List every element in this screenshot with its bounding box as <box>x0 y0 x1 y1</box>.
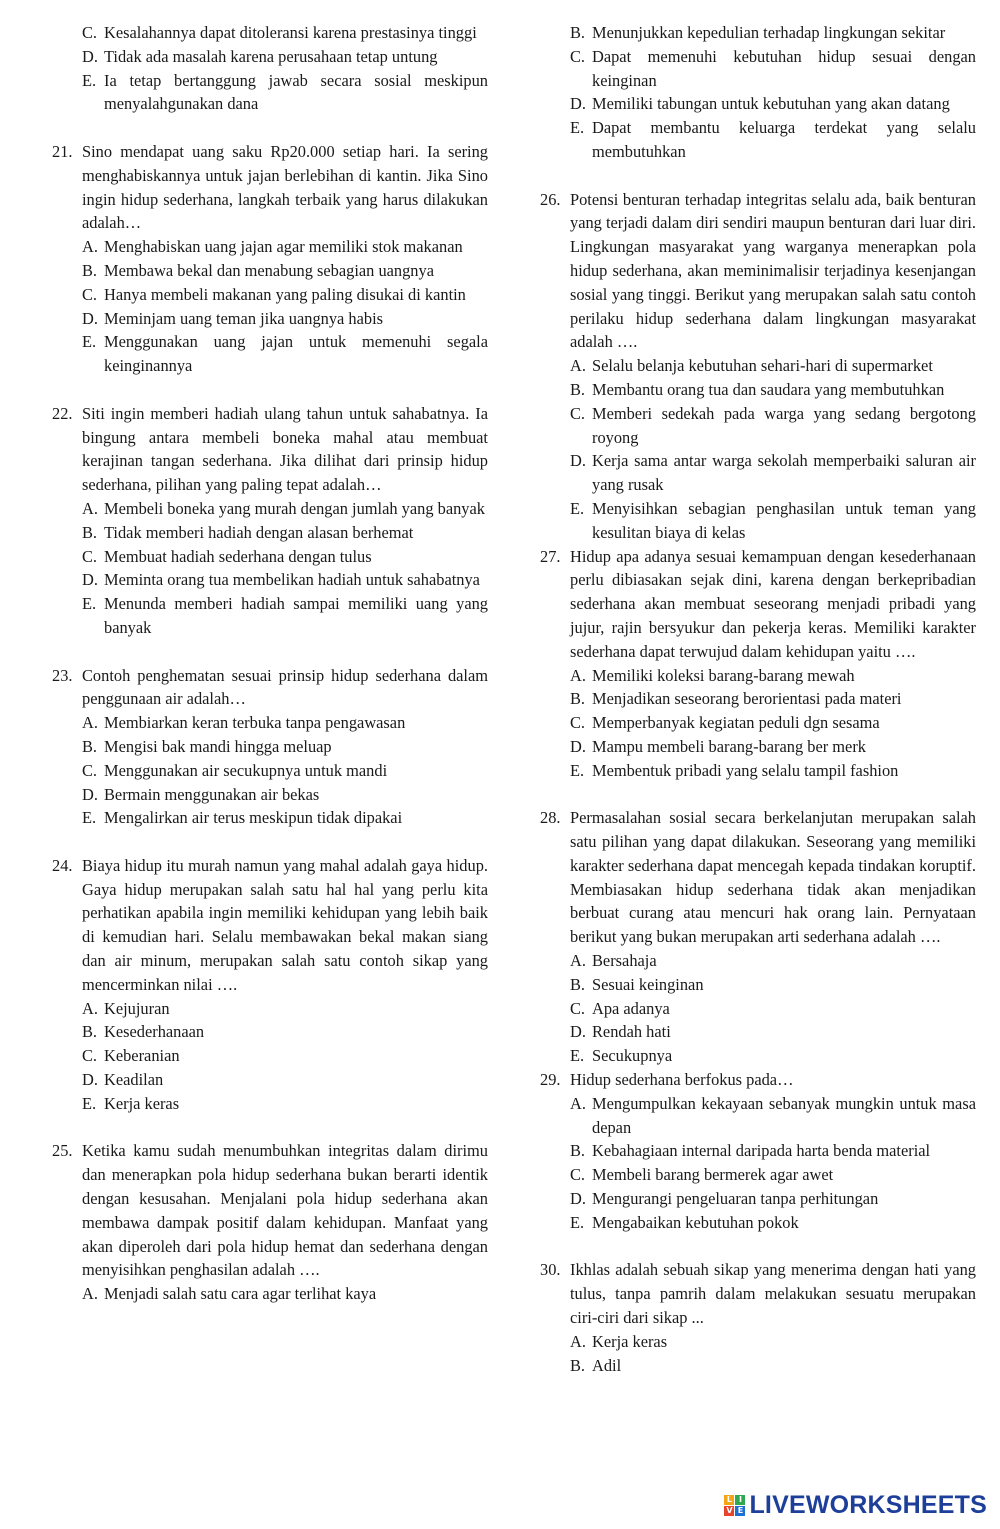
question-stem: Contoh penghematan sesuai prinsip hidup sederhana dalam penggunaan air adalah… <box>82 665 488 709</box>
logo-grid-icon <box>724 1495 745 1516</box>
q20-option-c[interactable]: C. Kesalahannya dapat ditoleransi karena prestasinya tinggi <box>82 23 477 42</box>
q20-option-e[interactable]: E. Ia tetap bertanggung jawab secara sosial meskipun menyalahgunakan dana <box>82 70 488 114</box>
q25-option-e[interactable]: E. Dapat membantu keluarga terdekat yang selalu membutuhkan <box>570 118 976 161</box>
q21-option-d[interactable]: D. Meminjam uang teman jika uangnya habis <box>82 308 384 328</box>
q28-option-a[interactable]: A. Bersahaja <box>570 951 657 971</box>
q30-option-b[interactable]: B. Adil <box>570 1355 622 1375</box>
question-number: 27. <box>540 546 561 566</box>
question-number: 30. <box>540 1260 561 1280</box>
q25-option-d[interactable]: D. Memiliki tabungan untuk kebutuhan yang akan datang <box>570 94 950 114</box>
question-stem: Hidup sederhana berfokus pada… <box>570 1070 794 1090</box>
liveworksheets-logo <box>724 1488 987 1522</box>
question-20-continued-options <box>82 21 488 116</box>
q22-option-d[interactable]: D. Meminta orang tua membelikan hadiah untuk sahabatnya <box>82 570 480 590</box>
logo-grid-cell: E <box>735 1506 745 1516</box>
q21-option-b[interactable]: B. Membawa bekal dan menabung sebagian uangnya <box>82 260 434 280</box>
question-24 <box>52 854 488 1116</box>
question-21 <box>52 140 488 378</box>
q24-option-e[interactable]: E. Kerja keras <box>82 1093 180 1113</box>
question-stem: Siti ingin memberi hadiah ulang tahun untuk sahabatnya. Ia bingung antara membeli boneka mahal atau membuat kerajinan tangan sederhana. Jika dilihat dari prinsip hidup sederhana, pilihan yang paling tepat adalah… <box>82 403 488 495</box>
q24-option-a[interactable]: A. Kejujuran <box>82 998 170 1018</box>
q26-option-b[interactable]: B. Membantu orang tua dan saudara yang membutuhkan <box>570 379 945 399</box>
q29-option-d[interactable]: D. Mengurangi pengeluaran tanpa perhitungan <box>570 1189 879 1209</box>
q26-option-e[interactable]: E. Menyisihkan sebagian penghasilan untuk teman yang kesulitan biaya di kelas <box>570 498 976 542</box>
logo-grid-cell: I <box>735 1495 745 1505</box>
q28-option-e[interactable]: E. Secukupnya <box>570 1046 673 1066</box>
q26-option-a[interactable]: A. Selalu belanja kebutuhan sehari-hari di supermarket <box>570 356 933 376</box>
q23-option-b[interactable]: B. Mengisi bak mandi hingga meluap <box>82 736 332 756</box>
q27-option-c[interactable]: C. Memperbanyak kegiatan peduli dgn sesama <box>570 713 880 733</box>
q25-option-b[interactable]: B. Menunjukkan kepedulian terhadap lingkungan sekitar <box>570 23 946 42</box>
q28-option-b[interactable]: B. Sesuai keinginan <box>570 974 704 994</box>
q23-option-c[interactable]: C. Menggunakan air secukupnya untuk mandi <box>82 760 388 780</box>
question-27 <box>540 545 976 783</box>
q23-option-a[interactable]: A. Membiarkan keran terbuka tanpa pengawasan <box>82 713 406 733</box>
question-number: 26. <box>540 189 561 209</box>
q28-option-c[interactable]: C. Apa adanya <box>570 998 670 1018</box>
q22-option-a[interactable]: A. Membeli boneka yang murah dengan jumlah yang banyak <box>82 498 485 518</box>
q24-option-d[interactable]: D. Keadilan <box>82 1070 164 1090</box>
q29-option-e[interactable]: E. Mengabaikan kebutuhan pokok <box>570 1212 799 1232</box>
question-25-continued-options <box>570 21 976 164</box>
right-column <box>540 21 976 1377</box>
q20-option-d[interactable]: D. Tidak ada masalah karena perusahaan tetap untung <box>82 46 438 66</box>
q23-option-d[interactable]: D. Bermain menggunakan air bekas <box>82 784 320 804</box>
question-29 <box>540 1068 976 1235</box>
question-stem: Permasalahan sosial secara berkelanjutan merupakan salah satu pilihan yang dapat dilakukan. Seseorang yang memiliki karakter sederhana dapat mencegah kepada tindakan koruptif. Membiasakan hidup sederhana tidak akan menjadikan berbuat curang atau mencuri hak orang lain. Pernyataan berikut yang bukan merupakan arti sederhana adalah …. <box>570 808 976 947</box>
question-stem: Biaya hidup itu murah namun yang mahal adalah gaya hidup. Gaya hidup merupakan salah satu hal hal yang perlu kita perhatikan apabila ingin memiliki kehidupan yang lebih baik di kemudian hari. Selalu membawakan bekal makan siang dan air minum, merupakan salah satu contoh sikap yang mencerminkan nilai …. <box>82 855 488 994</box>
q26-option-d[interactable]: D. Kerja sama antar warga sekolah memperbaiki saluran air yang rusak <box>570 451 976 495</box>
q22-option-e[interactable]: E. Menunda memberi hadiah sampai memiliki uang yang banyak <box>82 594 488 637</box>
q22-option-b[interactable]: B. Tidak memberi hadiah dengan alasan berhemat <box>82 522 414 542</box>
q21-option-c[interactable]: C. Hanya membeli makanan yang paling disukai di kantin <box>82 284 466 304</box>
question-stem: Sino mendapat uang saku Rp20.000 setiap hari. Ia sering menghabiskannya untuk jajan berlebihan di kantin. Jika Sino ingin hidup sederhana, langkah terbaik yang harus dilakukan adalah… <box>82 141 488 233</box>
q29-option-b[interactable]: B. Kebahagiaan internal daripada harta benda material <box>570 1141 931 1161</box>
question-23 <box>52 664 488 831</box>
question-22 <box>52 402 488 640</box>
logo-text: LIVEWORKSHEETS <box>749 1490 987 1519</box>
q21-option-a[interactable]: A. Menghabiskan uang jajan agar memiliki stok makanan <box>82 237 463 257</box>
q21-option-e[interactable]: E. Menggunakan uang jajan untuk memenuhi segala keinginannya <box>82 332 488 376</box>
question-number: 22. <box>52 403 73 423</box>
q25-option-c[interactable]: C. Dapat memenuhi kebutuhan hidup sesuai dengan keinginan <box>570 46 976 90</box>
q26-option-c[interactable]: C. Memberi sedekah pada warga yang sedang bergotong royong <box>570 403 976 447</box>
q22-option-c[interactable]: C. Membuat hadiah sederhana dengan tulus <box>82 546 372 566</box>
question-number: 25. <box>52 1141 73 1161</box>
question-25 <box>52 1139 488 1306</box>
logo-grid-cell: L <box>724 1495 734 1505</box>
question-26 <box>540 188 976 545</box>
question-stem: Ikhlas adalah sebuah sikap yang menerima dengan hati yang tulus, tanpa pamrih dalam melakukan sesuatu merupakan ciri-ciri dari sikap ... <box>570 1260 976 1328</box>
question-30 <box>540 1258 976 1377</box>
question-number: 29. <box>540 1070 561 1090</box>
question-number: 21. <box>52 141 73 161</box>
q29-option-a[interactable]: A. Mengumpulkan kekayaan sebanyak mungkin untuk masa depan <box>570 1093 976 1137</box>
q30-option-a[interactable]: A. Kerja keras <box>570 1331 668 1351</box>
question-stem: Ketika kamu sudah menumbuhkan integritas dalam dirimu dan menerapkan pola hidup sederhana bukan berarti identik dengan kesusahan. Menjalani pola hidup sederhana akan membawa dampak positif dalam kehidupan. Manfaat yang akan diperoleh dari pola hidup hemat dan sederhana dengan menyisihkan penghasilan adalah …. <box>82 1141 488 1280</box>
q24-option-b[interactable]: B. Kesederhanaan <box>82 1022 205 1042</box>
logo-grid-cell: V <box>726 1505 733 1515</box>
question-stem: Potensi benturan terhadap integritas selalu ada, baik benturan yang terjadi dalam diri sendiri maupun benturan dari luar diri. Lingkungan masyarakat yang warganya menerapkan pola hidup sederhana, akan meminimalisir terjadinya kesenjangan sosial yang tinggi. Berikut yang merupakan salah satu contoh perilaku hidup sederhana dalam lingkungan masyarakat adalah …. <box>570 189 976 352</box>
q27-option-e[interactable]: E. Membentuk pribadi yang selalu tampil fashion <box>570 760 899 780</box>
q23-option-e[interactable]: E. Mengalirkan air terus meskipun tidak dipakai <box>82 808 403 828</box>
q27-option-b[interactable]: B. Menjadikan seseorang berorientasi pada materi <box>570 689 902 709</box>
question-number: 24. <box>52 855 73 875</box>
q27-option-a[interactable]: A. Memiliki koleksi barang-barang mewah <box>570 665 855 685</box>
q28-option-d[interactable]: D. Rendah hati <box>570 1022 671 1042</box>
q25-option-a[interactable]: A. Menjadi salah satu cara agar terlihat kaya <box>82 1284 377 1304</box>
q24-option-c[interactable]: C. Keberanian <box>82 1046 180 1066</box>
left-column <box>52 21 488 1306</box>
question-number: 23. <box>52 665 73 685</box>
q29-option-c[interactable]: C. Membeli barang bermerek agar awet <box>570 1165 834 1185</box>
q27-option-d[interactable]: D. Mampu membeli barang-barang ber merk <box>570 736 866 756</box>
question-number: 28. <box>540 808 561 828</box>
question-stem: Hidup apa adanya sesuai kemampuan dengan kesederhanaan perlu dibiasakan sejak dini, karena dengan berkepribadian sederhana akan membuat seseorang menjadi pribadi yang jujur, rajin bersyukur dan pekerja keras. Memiliki karakter sederhana dapat terwujud dalam kehidupan yaitu …. <box>570 546 976 661</box>
question-28 <box>540 806 976 1068</box>
